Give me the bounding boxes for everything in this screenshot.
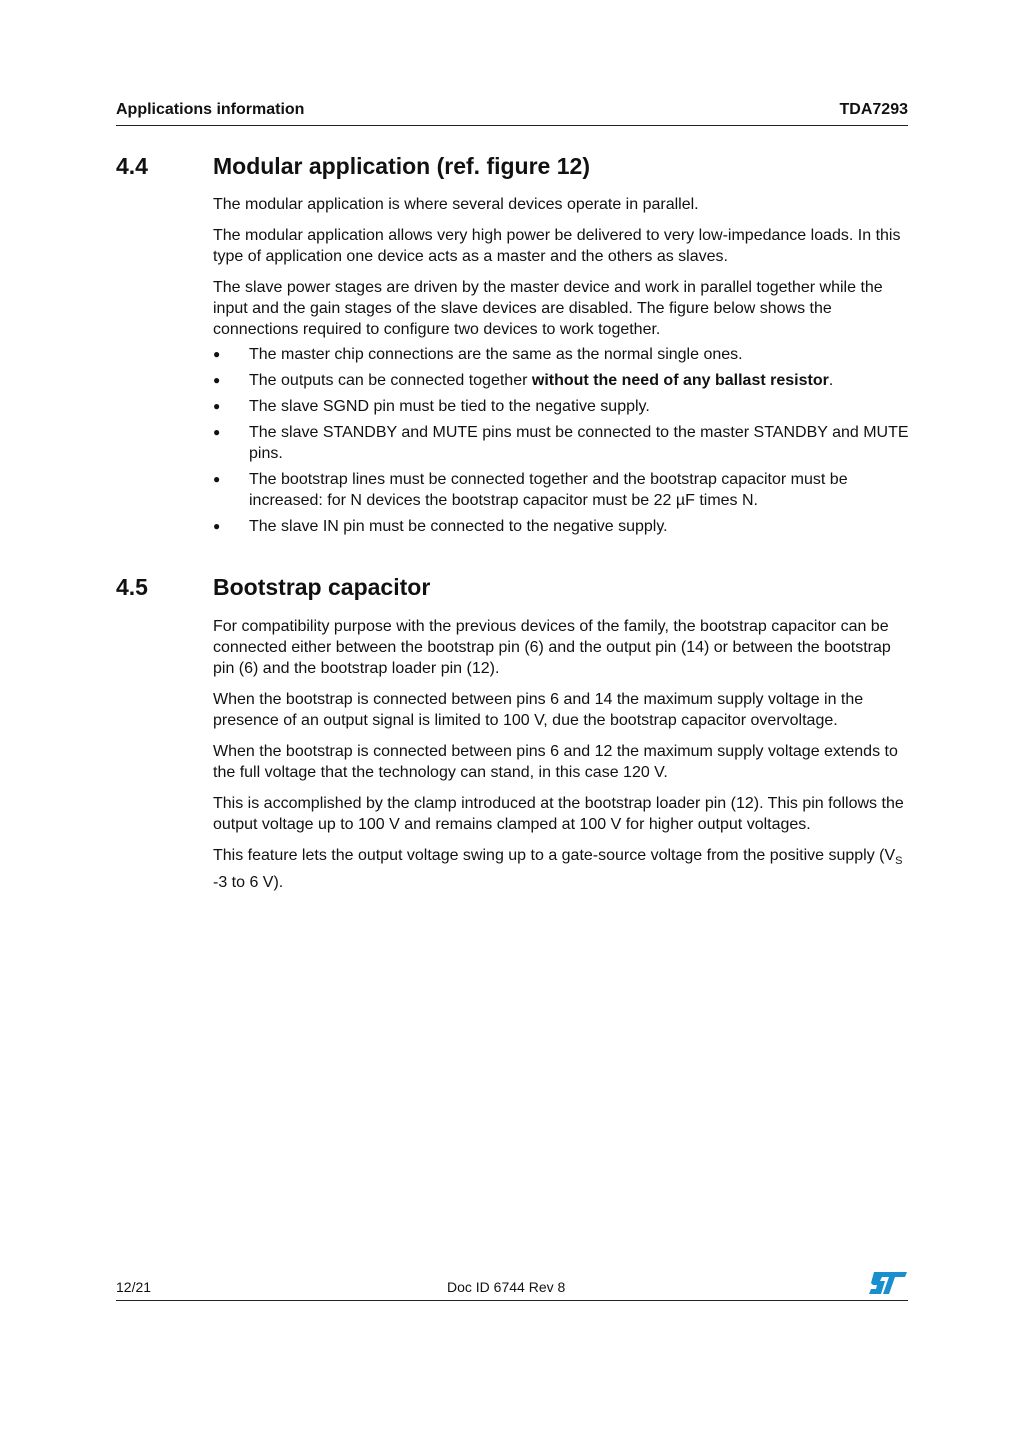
paragraph: When the bootstrap is connected between pins 6 and 14 the maximum supply voltage in the presence of an output signal is limited to 100 V, due the bootstrap capacitor overvoltage. [213,691,864,729]
page-footer [116,1279,908,1301]
paragraph: When the bootstrap is connected between pins 6 and 12 the maximum supply voltage extends to the full voltage that the technology can stand, in this case 120 V. [213,743,898,781]
list-item: ● The slave STANDBY and MUTE pins must be connected to the master STANDBY and MUTE pins. [213,422,913,464]
list-item: ● The slave SGND pin must be tied to the negative supply. [213,396,913,417]
text: -3 to 6 V). [213,874,284,892]
header-part: TDA7293 [839,101,908,118]
section-4-4-body [213,194,913,542]
paragraph: For compatibility purpose with the previous devices of the family, the bootstrap capacitor can be connected either between the bootstrap pin (6) and the output pin (14) or between the bootstrap pin (6) and the bootstrap loader pin (12). [213,618,891,677]
list-item: ● The bootstrap lines must be connected together and the bootstrap capacitor must be increased: for N devices the bootstrap capacitor must be 22 µF times N. [213,469,913,511]
paragraph: The modular application allows very high power be delivered to very low-impedance loads. In this type of application one device acts as a master and the others as slaves. [213,227,901,265]
list-item [213,370,913,391]
section-heading-4-4 [116,153,590,180]
paragraph [213,845,913,893]
st-logo-icon [868,1270,908,1296]
page-number: 12/21 [116,1279,152,1295]
section-title: Modular application (ref. figure 12) [213,153,590,179]
text: This feature lets the output voltage swing up to a gate-source voltage from the positive supply (V [213,847,896,864]
paragraph: This is accomplished by the clamp introduced at the bootstrap loader pin (12). This pin follows the output voltage up to 100 V and remains clamped at 100 V for higher output voltages. [213,795,904,833]
section-number: 4.4 [116,153,148,179]
doc-id: Doc ID 6744 Rev 8 [447,1279,566,1295]
list-item: ● The slave IN pin must be connected to the negative supply. [213,516,913,537]
section-title: Bootstrap capacitor [213,574,431,600]
list-item: ● The master chip connections are the same as the normal single ones. [213,344,913,365]
header-section: Applications information [116,101,305,118]
subscript: S [895,855,903,868]
bullet-list [213,344,913,537]
paragraph: The modular application is where several devices operate in parallel. [213,196,699,213]
paragraph: The slave power stages are driven by the master device and work in parallel together while the input and the gain stages of the slave devices are disabled. The figure below shows the connections required to configure two devices to work together. [213,279,883,338]
section-heading-4-5 [116,574,430,601]
section-number: 4.5 [116,574,148,600]
page-header [116,101,908,126]
text: . [828,372,834,389]
text: The outputs can be connected together [249,372,532,389]
section-4-5-body [213,616,913,903]
bold-text: without the need of any ballast resistor [531,372,829,389]
